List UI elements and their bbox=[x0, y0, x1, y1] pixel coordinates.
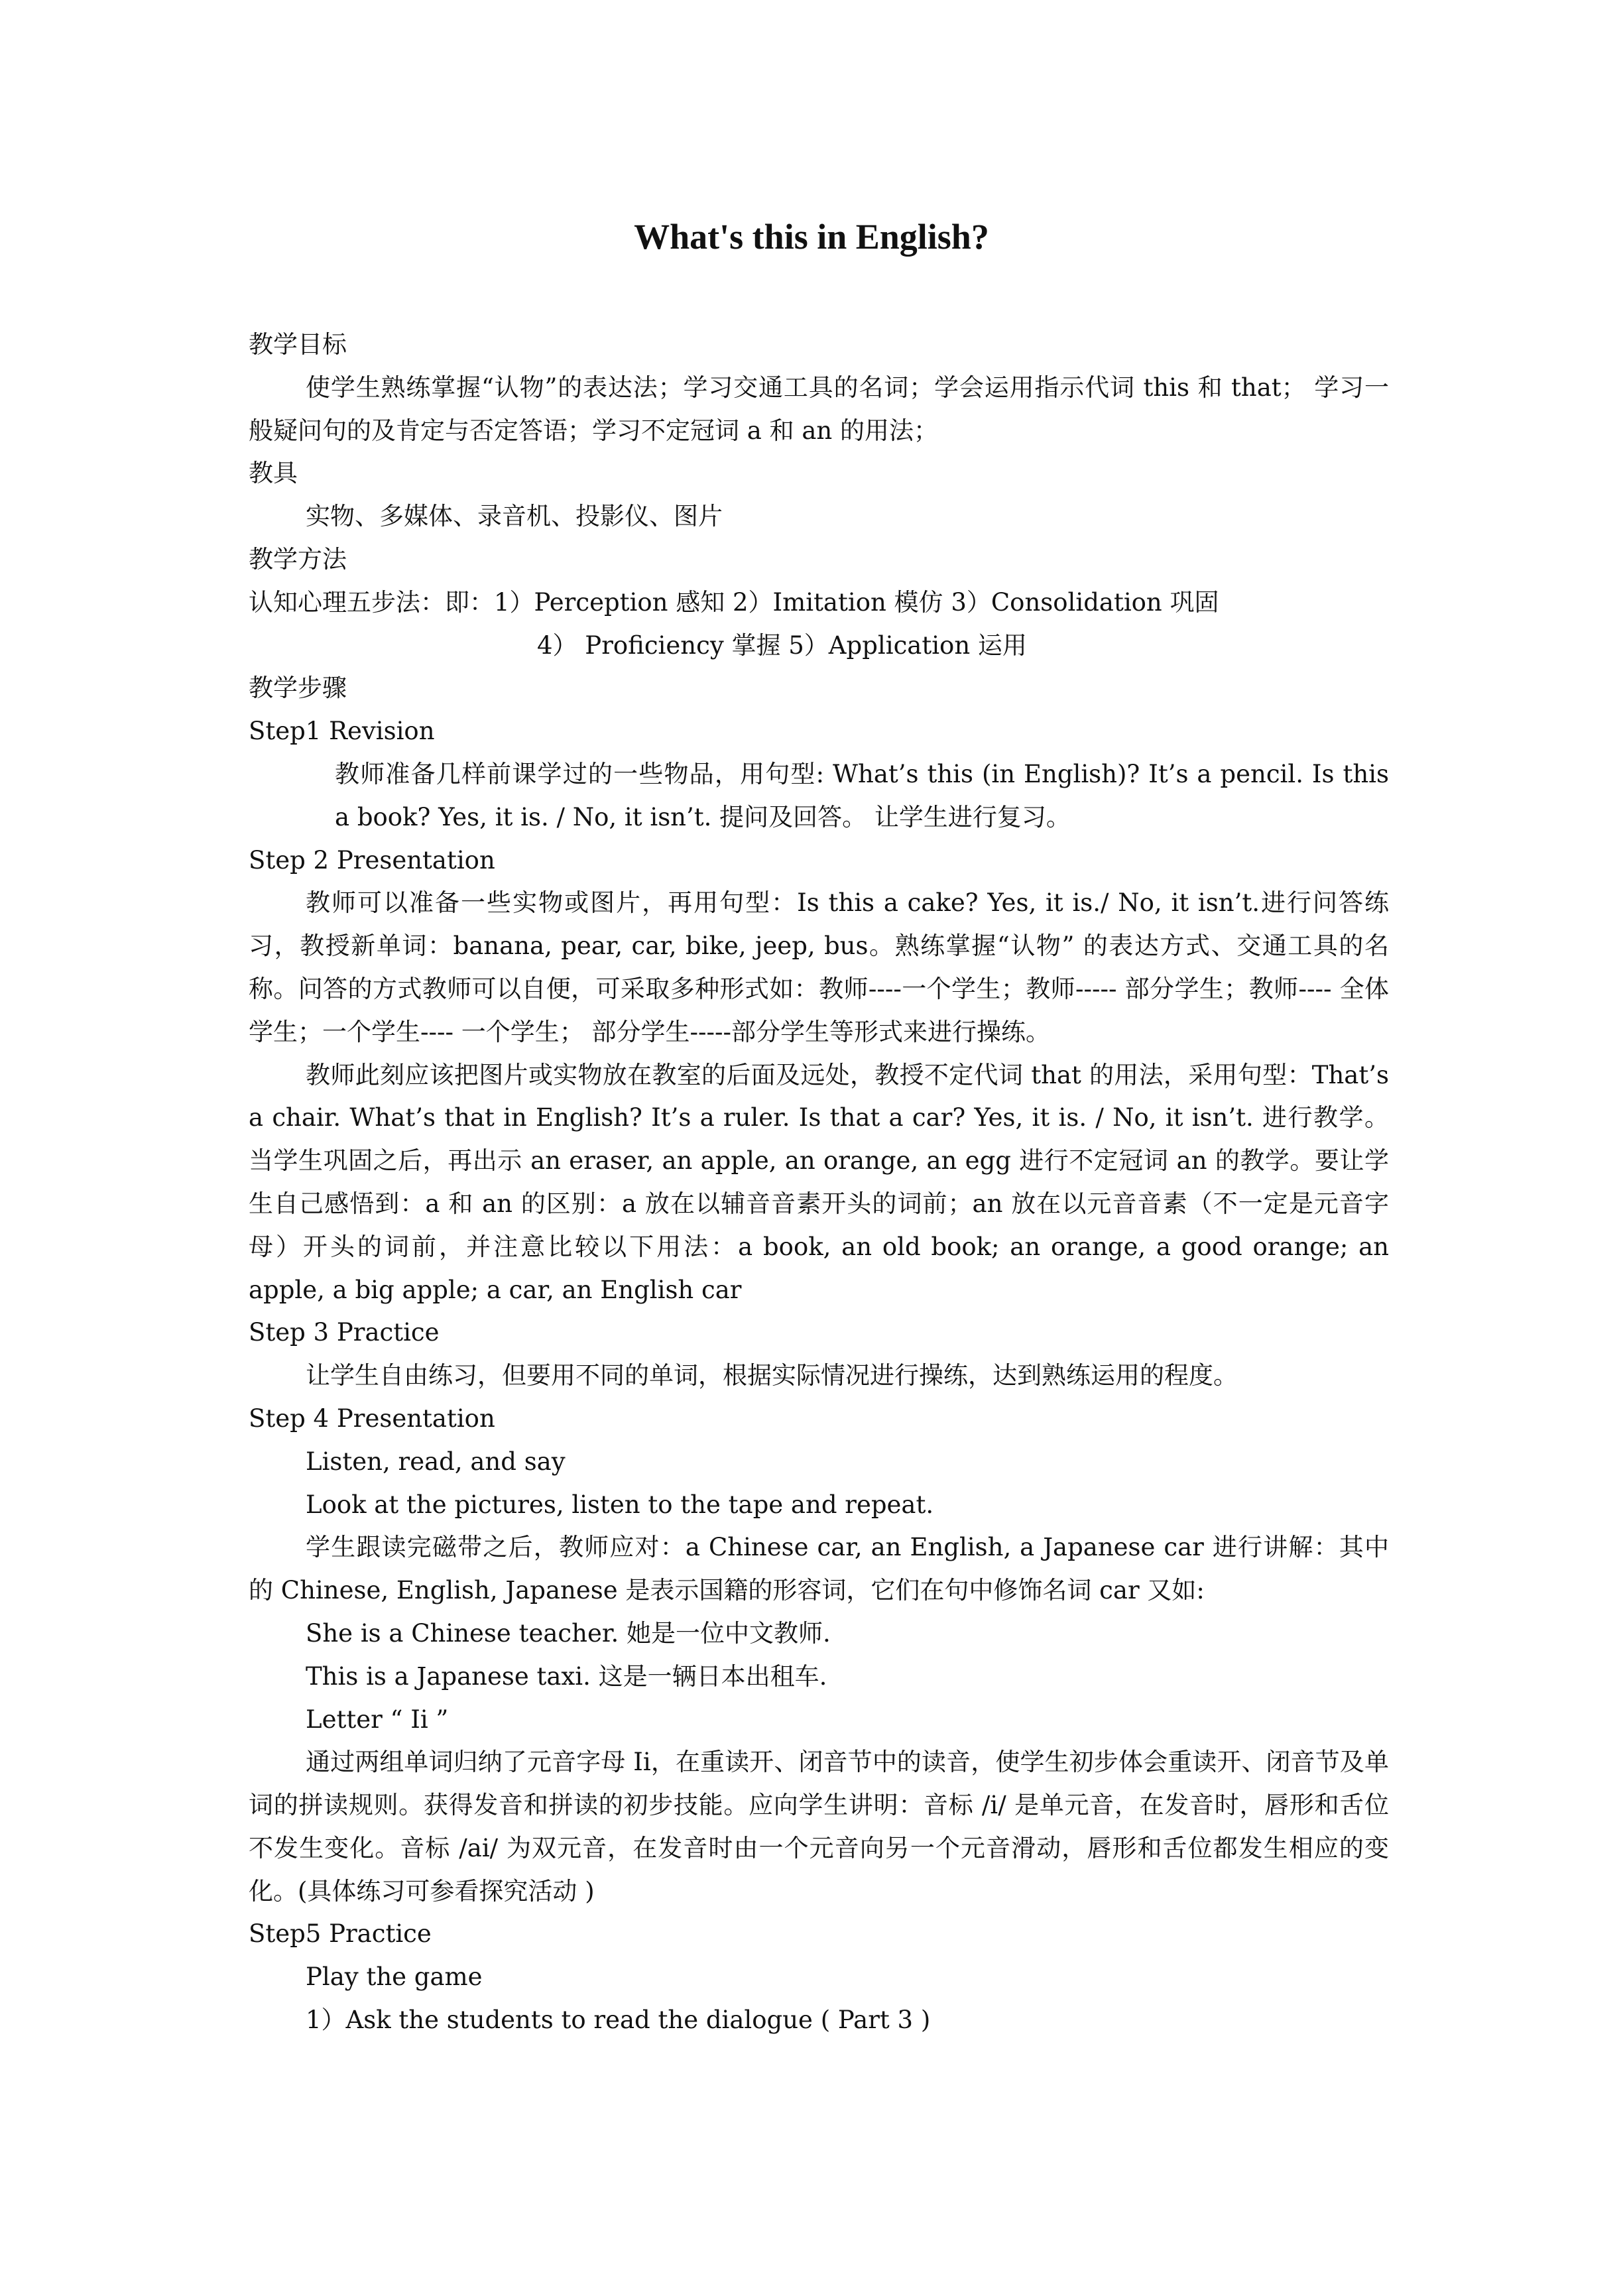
step5-line-2: 1）Ask the students to read the dialogue ( Part 3 ) bbox=[306, 2006, 931, 2035]
step4-example-1: She is a Chinese teacher. 她是一位中文教师. bbox=[306, 1618, 831, 1648]
procedure-heading: 教学步骤 bbox=[249, 674, 347, 703]
step5-line-1: Play the game bbox=[306, 1963, 483, 1992]
step4-paragraph-1: 学生跟读完磁带之后，教师应对：a Chinese car, an English, a Japanese car 进行讲解：其中的 Chinese, English, Japanese 是表示国籍的形容词，它们在句中修饰名词 car 又如: bbox=[249, 1533, 1389, 1605]
step1-text: 教师准备几样前课学过的一些物品，用句型: What’s this (in English)? It’s a pencil. Is this a book? Yes, it is. / No, it isn’t. 提问及回答。 让学生进行复习。 bbox=[335, 759, 1389, 831]
step4-line-1: Listen, read, and say bbox=[306, 1447, 566, 1476]
objectives-text: 使学生熟练掌握“认物”的表达法；学习交通工具的名词；学会运用指示代词 this 和 that； 学习一般疑问句的及肯定与否定答语；学习不定冠词 a 和 an 的用法； bbox=[249, 373, 1389, 445]
tools-text: 实物、多媒体、录音机、投影仪、图片 bbox=[306, 502, 723, 531]
methods-heading: 教学方法 bbox=[249, 544, 347, 574]
step4-letter: Letter “ Ii ” bbox=[306, 1705, 449, 1734]
step4-line-2: Look at the pictures, listen to the tape and repeat. bbox=[306, 1490, 934, 1519]
objectives-heading: 教学目标 bbox=[249, 330, 347, 359]
methods-line-2: 4） Proficiency 掌握 5）Application 运用 bbox=[537, 631, 1027, 660]
step1-heading: Step1 Revision bbox=[249, 717, 435, 746]
step3-heading: Step 3 Practice bbox=[249, 1318, 440, 1347]
step4-heading: Step 4 Presentation bbox=[249, 1404, 495, 1433]
step3-text: 让学生自由练习，但要用不同的单词，根据实际情况进行操练，达到熟练运用的程度。 bbox=[306, 1361, 1238, 1390]
step5-heading: Step5 Practice bbox=[249, 1919, 432, 1949]
document-title: What's this in English? bbox=[634, 217, 989, 257]
methods-line-1: 认知心理五步法：即：1）Perception 感知 2）Imitation 模仿 3）Consolidation 巩固 bbox=[249, 587, 1219, 617]
step2-paragraph-1: 教师可以准备一些实物或图片，再用句型：Is this a cake? Yes, it is./ No, it isn’t.进行问答练习，教授新单词：banana, pear, car, bike, jeep, bus。熟练掌握“认物” 的表达方式、交通工具的名称。问答的方式教师可以自便，可采取多种形式如：教师----一个学生；教师----- 部分学生；教师---- 全体学生；一个学生---- 一个学生； 部分学生-----部分学生等形式来进行操练。 bbox=[249, 888, 1389, 1046]
step2-heading: Step 2 Presentation bbox=[249, 845, 495, 875]
document-body bbox=[249, 324, 1389, 2042]
step2-paragraph-2: 教师此刻应该把图片或实物放在教室的后面及远处，教授不定代词 that 的用法，采用句型：That’s a chair. What’s that in English? It’s a ruler. Is that a car? Yes, it is. / No, it isn’t. 进行教学。 当学生巩固之后，再出示 an eraser, an apple, an orange, an egg 进行不定冠词 an 的教学。要让学生自己感悟到：a 和 an 的区别：a 放在以辅音音素开头的词前；an 放在以元音音素（不一定是元音字母）开头的词前，并注意比较以下用法：a book, an old book; an orange, a good orange; an apple, a big apple; a car, an English car bbox=[249, 1060, 1389, 1304]
tools-heading: 教具 bbox=[249, 459, 298, 488]
step4-paragraph-2: 通过两组单词归纳了元音字母 Ii，在重读开、闭音节中的读音，使学生初步体会重读开、闭音节及单词的拼读规则。获得发音和拼读的初步技能。应向学生讲明：音标 /i/ 是单元音，在发音时，唇形和舌位不发生变化。音标 /ai/ 为双元音，在发音时由一个元音向另一个元音滑动，唇形和舌位都发生相应的变化。(具体练习可参看探究活动 ) bbox=[249, 1748, 1389, 1905]
step4-example-2: This is a Japanese taxi. 这是一辆日本出租车. bbox=[306, 1662, 827, 1691]
